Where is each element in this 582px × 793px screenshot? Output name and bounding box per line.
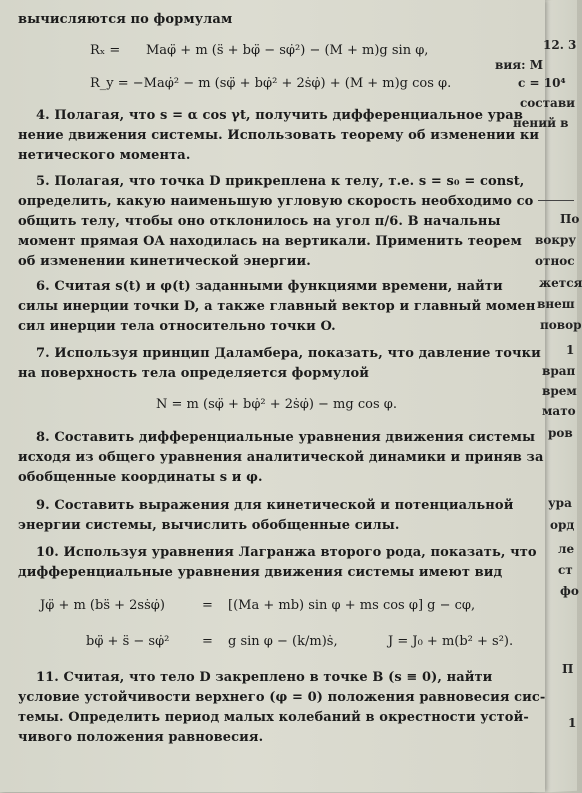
margin-rule <box>538 200 574 201</box>
margin-fragment: вия: M <box>495 58 543 72</box>
margin-fragment: ров <box>548 426 573 440</box>
text-line: темы. Определить период малых колебаний в окрестности устой- <box>18 710 529 725</box>
text-line: общить телу, чтобы оно отклонилось на угол π/6. В начальны <box>18 214 501 229</box>
text-line: нетического момента. <box>18 148 191 163</box>
text-line: 11. Считая, что тело D закреплено в точке B (s ≡ 0), найти <box>36 670 493 685</box>
equation-lagrange-2-rhs: g sin φ − (k/m)ṡ, <box>228 634 338 649</box>
margin-fragment: повор <box>540 318 582 332</box>
equation-lagrange-2-lhs: bφ̈ + s̈ − sφ̇² <box>86 634 170 649</box>
margin-fragment: По <box>560 212 580 226</box>
margin-fragment: орд <box>550 518 575 532</box>
text-line: вычисляются по формулам <box>18 12 233 27</box>
text-line: нение движения системы. Использовать теорему об изменении ки <box>18 128 540 143</box>
text-line: момент прямая OA находилась на вертикали. Применить теорем <box>18 234 522 249</box>
text-line: сил инерции тела относительно точки O. <box>18 319 336 334</box>
margin-fragment: врем <box>542 384 577 398</box>
margin-fragment: фо <box>560 584 579 598</box>
text-line: обобщенные координаты s и φ. <box>18 470 263 485</box>
margin-fragment: ура <box>548 496 572 510</box>
equation-ry: R_y = −Maφ̇² − m (sφ̈ + bφ̇² + 2ṡφ̇) + (M + m)g cos φ. <box>90 76 452 91</box>
text-line: 10. Используя уравнения Лагранжа второго рода, показать, что <box>36 545 537 560</box>
margin-fragment: П <box>562 662 574 676</box>
equation-lagrange-1-rhs: [(Ma + mb) sin φ + ms cos φ] g − cφ, <box>228 598 476 613</box>
margin-fragment: ст <box>558 563 573 577</box>
text-line: на поверхность тела определяется формулой <box>18 366 370 381</box>
text-line: определить, какую наименьшую угловую скорость необходимо со <box>18 194 534 209</box>
margin-fragment: внеш <box>537 297 575 311</box>
text-line: 8. Составить дифференциальные уравнения движения системы <box>36 430 536 445</box>
text-line: 9. Составить выражения для кинетической и потенциальной <box>36 498 514 513</box>
equation-lagrange-2-j: J = J₀ + m(b² + s²). <box>388 634 514 649</box>
margin-fragment: 1 <box>566 343 575 357</box>
margin-fragment: c = 10⁴ <box>518 76 566 90</box>
margin-fragment: жется <box>539 276 582 290</box>
equation-n: N = m (sφ̈ + bφ̇² + 2ṡφ̇) − mg cos φ. <box>156 397 397 412</box>
text-line: исходя из общего уравнения аналитической динамики и приняв за <box>18 450 544 465</box>
text-line: 4. Полагая, что s = α cos γt, получить дифференциальное урав <box>36 108 523 123</box>
text-line: 7. Используя принцип Даламбера, показать, что давление точки <box>36 346 541 361</box>
text-line: 5. Полагая, что точка D прикреплена к телу, т.е. s = s₀ = const, <box>36 174 525 189</box>
equation-lagrange-2-eq: = <box>202 634 213 649</box>
text-line: дифференциальные уравнения движения системы имеют вид <box>18 565 503 580</box>
text-line: 6. Считая s(t) и φ(t) заданными функциями времени, найти <box>36 279 503 294</box>
equation-lagrange-1-eq: = <box>202 598 213 613</box>
margin-fragment: 1 <box>568 716 577 730</box>
margin-fragment: относ <box>535 254 575 268</box>
margin-fragment: мато <box>542 404 576 418</box>
margin-fragment: 12. 3 <box>543 38 577 52</box>
equation-lagrange-1-lhs: Jφ̈ + m (bs̈ + 2sṡφ̇) <box>40 598 165 613</box>
text-line: силы инерции точки D, а также главный вектор и главный момен <box>18 299 536 314</box>
text-line: чивого положения равновесия. <box>18 730 264 745</box>
equation-rx-lhs: Rₓ = <box>90 43 121 58</box>
text-line: энергии системы, вычислить обобщенные силы. <box>18 518 400 533</box>
text-line: условие устойчивости верхнего (φ = 0) положения равновесия сис- <box>18 690 546 705</box>
margin-fragment: состави <box>520 96 576 110</box>
margin-fragment: ле <box>558 542 575 556</box>
margin-fragment: вокру <box>535 233 577 247</box>
margin-fragment: нений в <box>513 116 569 130</box>
text-line: об изменении кинетической энергии. <box>18 254 311 269</box>
margin-fragment: врап <box>542 364 576 378</box>
equation-rx-rhs: Maφ̈ + m (s̈ + bφ̈ − sφ̇²) − (M + m)g sin φ, <box>146 43 429 58</box>
